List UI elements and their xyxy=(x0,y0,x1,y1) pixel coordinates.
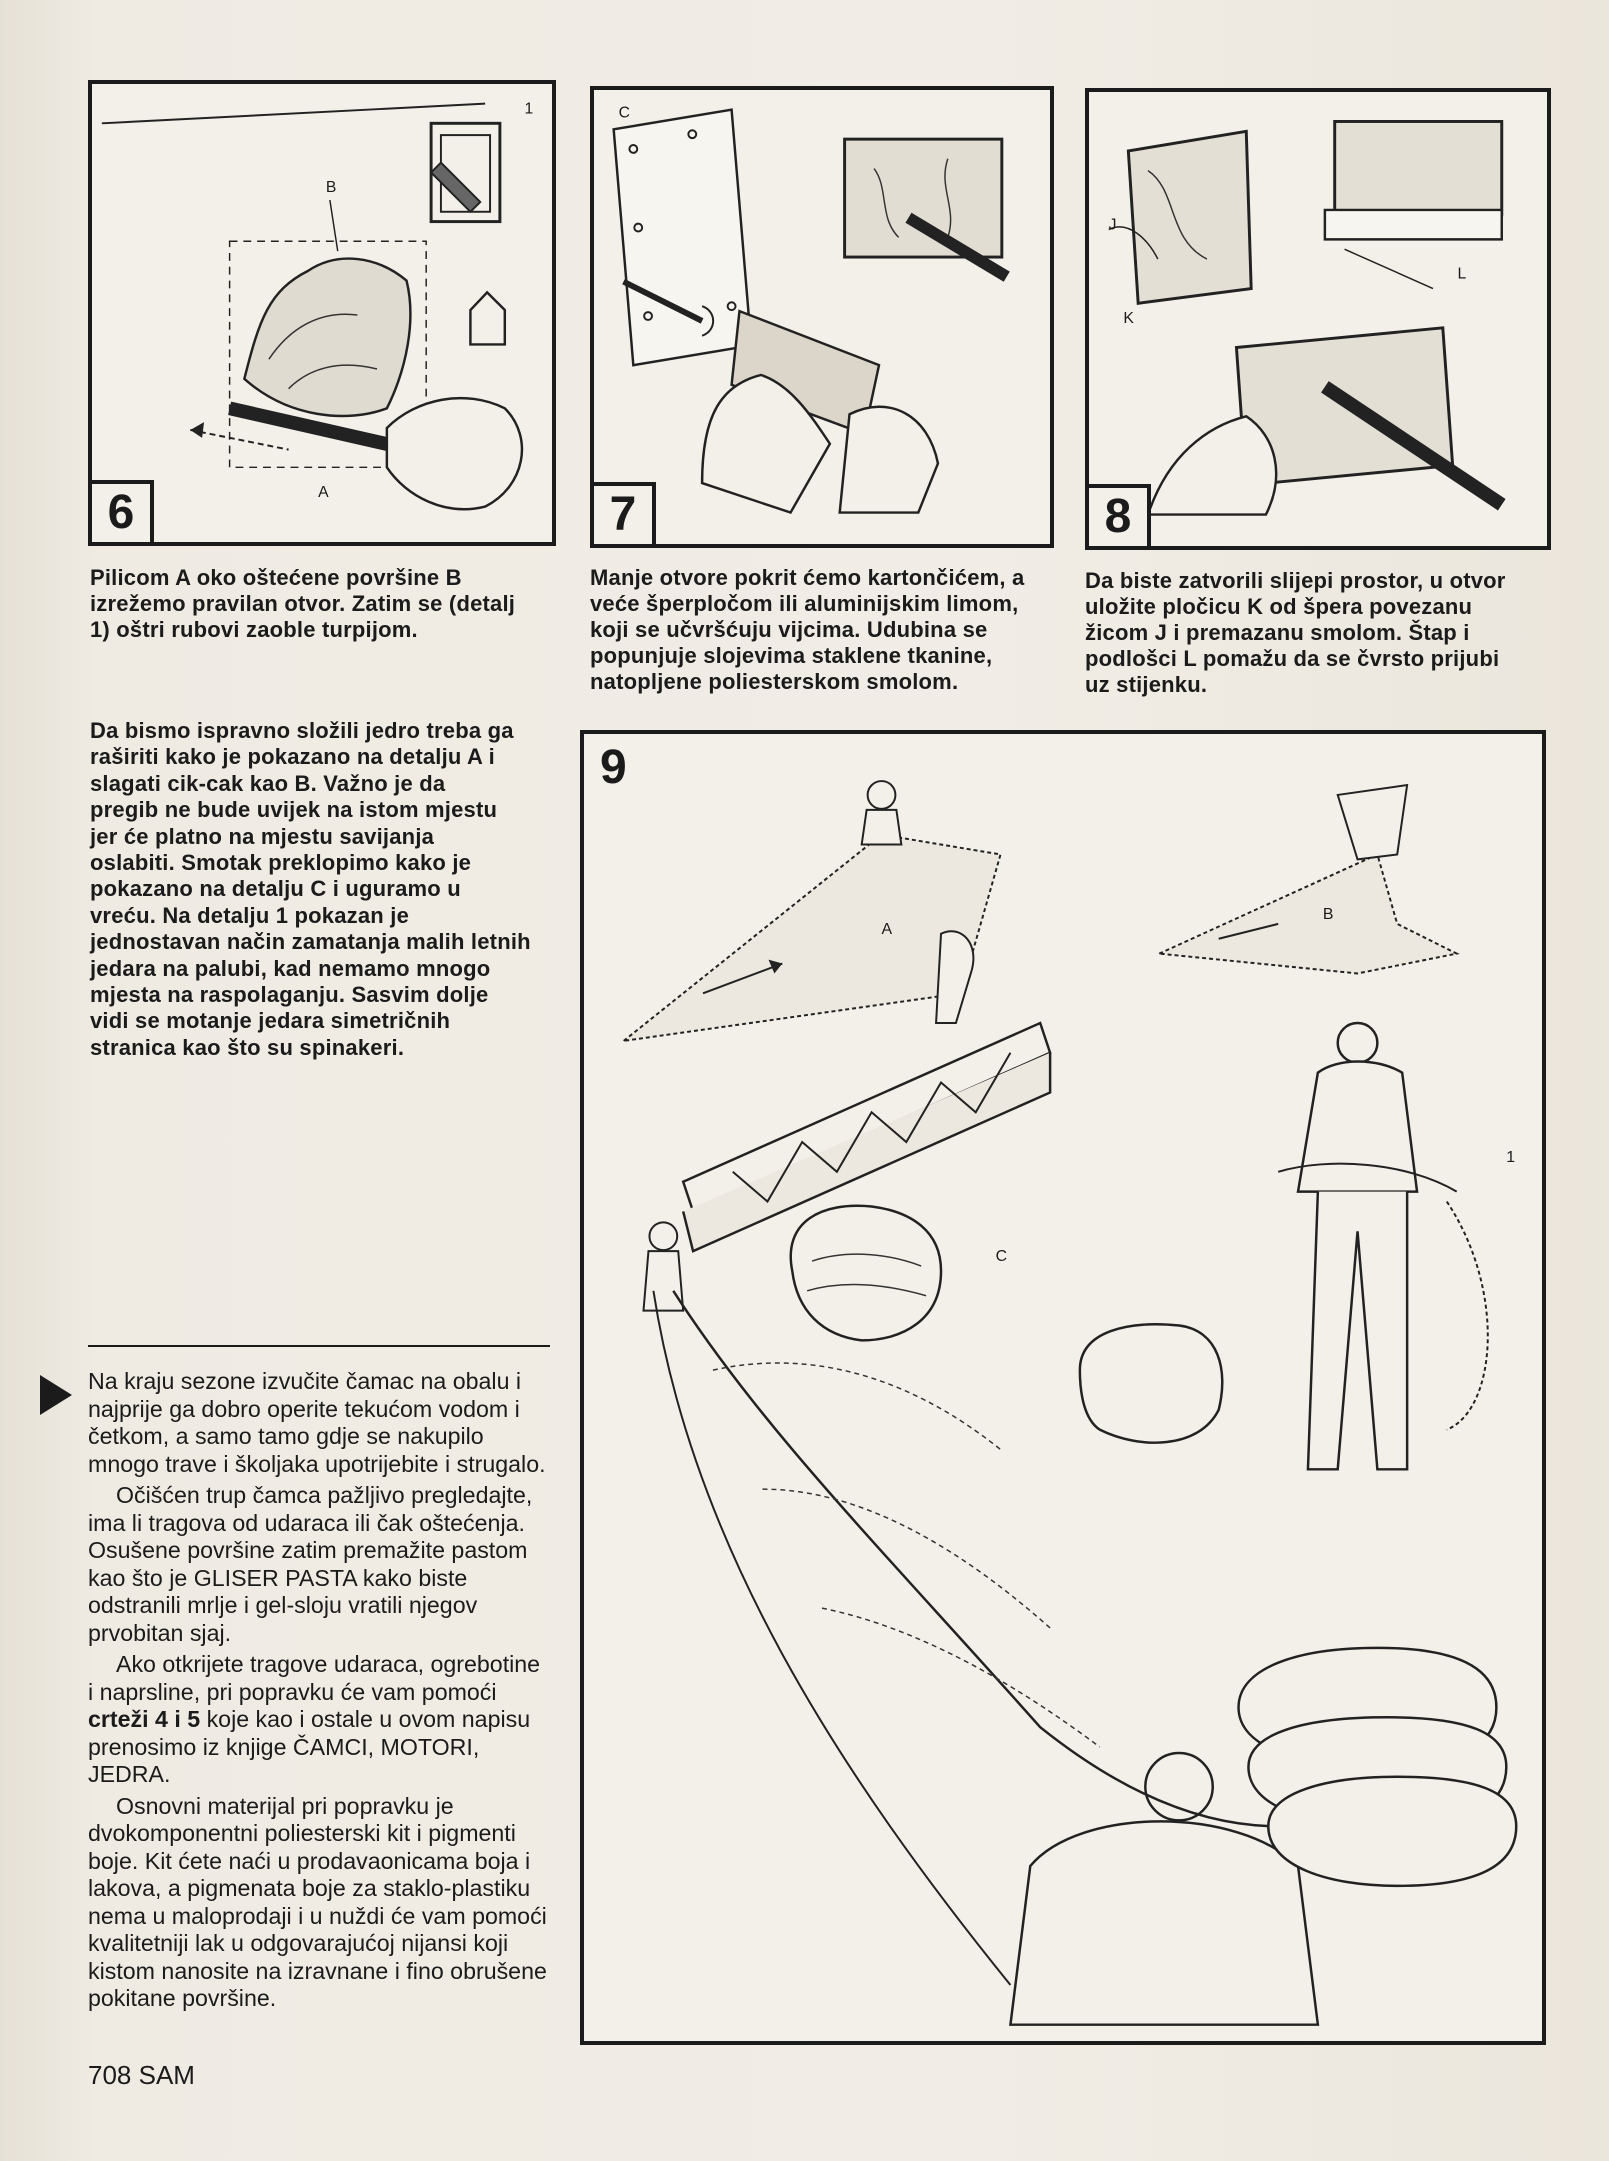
label-j: J xyxy=(1108,216,1117,234)
caption-line: žicom J i premazanu smolom. Štap i xyxy=(1085,620,1470,645)
label-b: B xyxy=(325,179,337,197)
label-b: B xyxy=(1322,905,1334,923)
illustration-panel-7 xyxy=(590,86,1054,548)
caption-line: uložite pločicu K od špera povezanu xyxy=(1085,594,1473,619)
caption-line: Manje otvore pokrit ćemo kartončićem, a xyxy=(590,565,1025,590)
bold-reference: crteži 4 i 5 xyxy=(88,1706,201,1732)
caption-line: podlošci L pomažu da se čvrsto prijubi xyxy=(1085,646,1500,671)
caption-line: stranica kao što su spinakeri. xyxy=(90,1034,405,1060)
column-rule xyxy=(88,1345,550,1347)
caption-line: koji se učvršćuju vijcima. Udubina se xyxy=(590,617,988,642)
article-body xyxy=(88,1368,550,2017)
caption-panel-8 xyxy=(1085,568,1555,698)
paragraph: Očišćen trup čamca pažljivo pregledajte, ima li tragova od udaraca ili čak oštećenja. Osušene površine zatim premažite pastom kao što je GLISER PASTA kako biste odstranili mrlje i gel-sloju vratili njegov prvobitan sjaj. xyxy=(88,1482,533,1646)
caption-line: Da biste zatvorili slijepi prostor, u otvor xyxy=(1085,568,1506,593)
caption-line: jer će platno na mjestu savijanja xyxy=(90,823,435,849)
triangle-pointer-icon xyxy=(40,1375,72,1415)
file-repair-drawing xyxy=(92,84,552,542)
paragraph: Na kraju sezone izvučite čamac na obalu i najprije ga dobro operite tekućom vodom i četkom, a samo tamo gdje se nakupilo mnogo trave i školjaka upotrijebite i strugalo. xyxy=(88,1368,546,1477)
caption-line: jedara na palubi, kad nemamo mnogo xyxy=(90,955,491,981)
paragraph xyxy=(88,1651,550,1789)
illustration-panel-9 xyxy=(580,730,1546,2045)
panel-number: 7 xyxy=(594,482,656,544)
label-a: A xyxy=(318,483,329,501)
label-k: K xyxy=(1123,309,1134,327)
caption-line: Pilicom A oko oštećene površine B xyxy=(90,565,462,590)
caption-line: uz stijenku. xyxy=(1085,672,1208,697)
paragraph: Osnovni materijal pri popravku je dvokomponentni poliesterski kit i pigmenti boje. Kit ćete naći u prodavaonicama boja i lakova, a pigmenata boje za staklo-plastiku nema u maloprodaji i u nuždi će vam pomoći kvalitetniji lak u odgovarajućoj nijansi koji kistom nanosite na izravnane i fino obrušene pokitane površine. xyxy=(88,1792,547,2011)
panel-number: 9 xyxy=(600,741,627,794)
caption-line: pokazano na detalju C i uguramo u xyxy=(90,876,461,902)
sail-folding-drawing xyxy=(584,734,1542,2041)
label-detail-1: 1 xyxy=(1506,1148,1516,1166)
caption-line: natopljene poliesterskom smolom. xyxy=(590,669,959,694)
illustration-panel-6 xyxy=(88,80,556,546)
caption-line: izrežemo pravilan otvor. Zatim se (detalj xyxy=(90,591,516,616)
caption-line: jednostavan način zamatanja malih letnih xyxy=(90,929,531,955)
label-c: C xyxy=(995,1248,1008,1266)
caption-line: 1) oštri rubovi zaoble turpijom. xyxy=(90,617,418,642)
text-run: koje kao i ostale u ovom napisu prenosimo iz knjige ČAMCI, MOTORI, JEDRA. xyxy=(88,1706,531,1787)
caption-panel-9 xyxy=(90,718,560,1061)
caption-line: vreću. Na detalju 1 pokazan je xyxy=(90,902,410,928)
caption-line: slagati cik-cak kao B. Važno je da xyxy=(90,770,446,796)
caption-line: mjesta na raspolaganju. Sasvim dolje xyxy=(90,982,489,1008)
caption-line: raširiti kako je pokazano na detalju A i xyxy=(90,744,495,770)
blind-space-repair-drawing xyxy=(1089,92,1547,546)
page-folio: 708 SAM xyxy=(88,2060,195,2090)
caption-line: pregib ne bude uvijek na istom mjestu xyxy=(90,797,498,823)
caption-line: oslabiti. Smotak preklopimo kako je xyxy=(90,850,472,876)
text-run: Ako otkrijete tragove udaraca, ogrebotine i naprsline, pri popravku će vam pomoći xyxy=(88,1651,541,1705)
label-l: L xyxy=(1457,265,1467,283)
caption-panel-7 xyxy=(590,565,1060,695)
label-detail-1: 1 xyxy=(524,100,534,118)
caption-panel-6 xyxy=(90,565,560,643)
caption-line: popunjuje slojevima staklene tkanine, xyxy=(590,643,993,668)
plywood-patch-drawing xyxy=(594,90,1050,544)
illustration-panel-8 xyxy=(1085,88,1551,550)
panel-number: 8 xyxy=(1089,484,1151,546)
panel-number: 6 xyxy=(92,480,154,542)
caption-line: veće šperpločom ili aluminijskim limom, xyxy=(590,591,1019,616)
label-a: A xyxy=(881,920,893,938)
caption-line: vidi se motanje jedara simetričnih xyxy=(90,1008,451,1034)
label-c: C xyxy=(618,104,630,122)
caption-line: Da bismo ispravno složili jedro treba ga xyxy=(90,718,514,743)
